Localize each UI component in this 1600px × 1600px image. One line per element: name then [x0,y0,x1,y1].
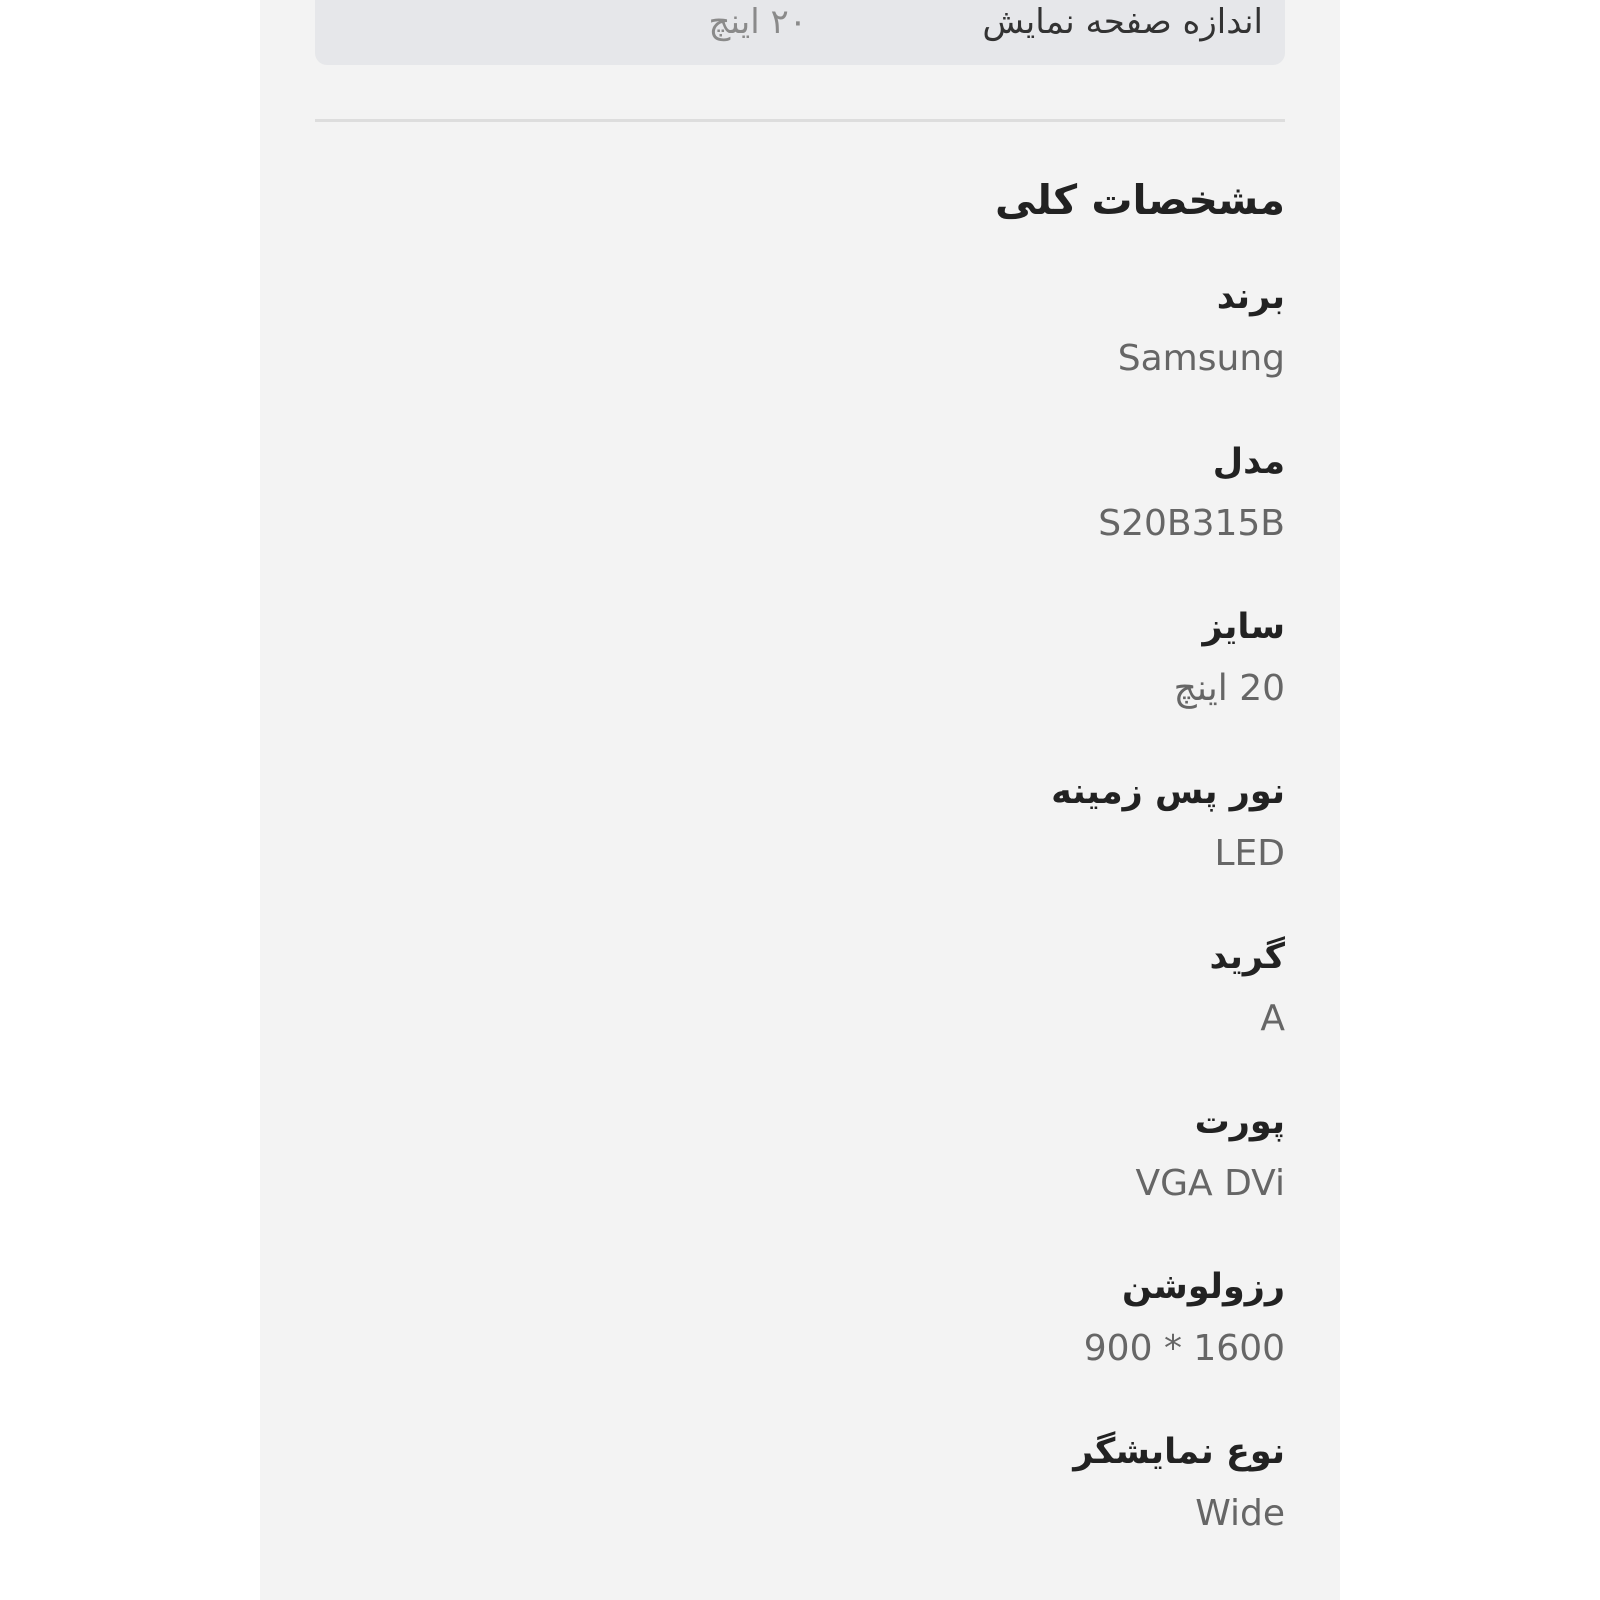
spec-label: رزولوشن [1121,1267,1285,1307]
spec-list [315,272,1285,1592]
section-title: مشخصات کلی [995,176,1285,224]
spec-value: A [1260,998,1285,1039]
summary-label: اندازه صفحه نمایش [982,2,1263,42]
spec-row-size [315,602,1285,767]
spec-label: سایز [1202,607,1285,647]
spec-label: گرید [1209,937,1285,977]
spec-label: نور پس زمینه [1051,772,1285,812]
spec-row-display-type [315,1427,1285,1592]
spec-value: 20 اینچ [1173,668,1285,709]
spec-row-brand [315,272,1285,437]
spec-row-backlight [315,767,1285,932]
spec-label: مدل [1212,442,1285,482]
section-divider [315,119,1285,122]
spec-row-grade [315,932,1285,1097]
spec-panel [260,0,1340,1600]
spec-value: LED [1214,833,1285,874]
spec-value: S20B315B [1098,503,1285,544]
spec-label: نوع نمایشگر [1073,1432,1285,1472]
summary-bar-screen-size [315,0,1285,65]
summary-value: ۲۰ اینچ [708,2,807,42]
spec-value: Wide [1195,1493,1285,1534]
spec-value: Samsung [1117,338,1285,379]
spec-row-resolution [315,1262,1285,1427]
spec-label: پورت [1194,1102,1285,1142]
spec-label: برند [1216,277,1285,317]
spec-value: VGA DVi [1135,1163,1285,1204]
spec-row-model [315,437,1285,602]
spec-row-ports [315,1097,1285,1262]
spec-value: 900 * 1600 [1083,1328,1285,1369]
